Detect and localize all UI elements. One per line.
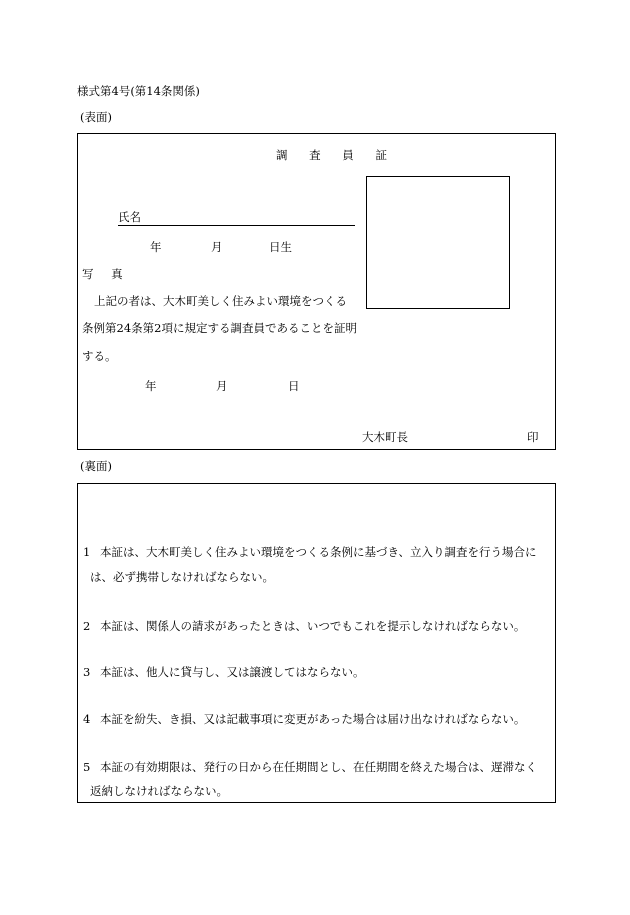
back-side-label: (裏面) (80, 459, 112, 473)
item-number: 4 (83, 712, 91, 726)
item-text: 本証は、大木町美しく住みよい環境をつくる条例に基づき、立入り調査を行う場合に (100, 545, 537, 559)
issue-day: 日 (288, 379, 300, 393)
item-text: 本証を紛失、き損、又は記載事項に変更があった場合は届け出なければならない。 (100, 712, 526, 726)
item-text: 本証は、他人に貸与し、又は譲渡してはならない。 (100, 665, 365, 679)
item-text-cont: 返納しなければならない。 (90, 784, 228, 798)
issue-month: 月 (216, 379, 228, 393)
item-text-cont: は、必ず携帯しなければならない。 (90, 570, 274, 584)
photo-label: 写 真 (82, 267, 123, 281)
birth-year: 年 (150, 240, 162, 254)
cert-line-3: する。 (82, 349, 117, 363)
seal-mark: 印 (527, 430, 539, 444)
item-number: 5 (83, 760, 91, 774)
form-number: 様式第4号(第14条関係) (77, 84, 200, 98)
item-number: 3 (83, 665, 91, 679)
front-side-label: (表面) (80, 110, 112, 124)
issuer-name: 大木町長 (362, 430, 408, 444)
item-number: 2 (83, 619, 91, 633)
name-label: 氏名 (118, 210, 141, 224)
card-title: 調 査 員 証 (276, 148, 396, 162)
cert-line-2: 条例第24条第2項に規定する調査員であることを証明 (82, 321, 357, 335)
item-text: 本証は、関係人の請求があったときは、いつでもこれを提示しなければならない。 (100, 619, 526, 633)
photo-frame (366, 176, 510, 309)
issue-year: 年 (145, 379, 157, 393)
name-underline (118, 225, 355, 226)
birth-day: 日生 (269, 240, 292, 254)
item-text: 本証の有効期限は、発行の日から在任期間とし、在任期間を終えた場合は、遅滞なく (100, 760, 537, 774)
cert-line-1: 上記の者は、大木町美しく住みよい環境をつくる (94, 294, 347, 308)
back-card (77, 483, 556, 803)
birth-month: 月 (211, 240, 223, 254)
item-number: 1 (83, 545, 91, 559)
